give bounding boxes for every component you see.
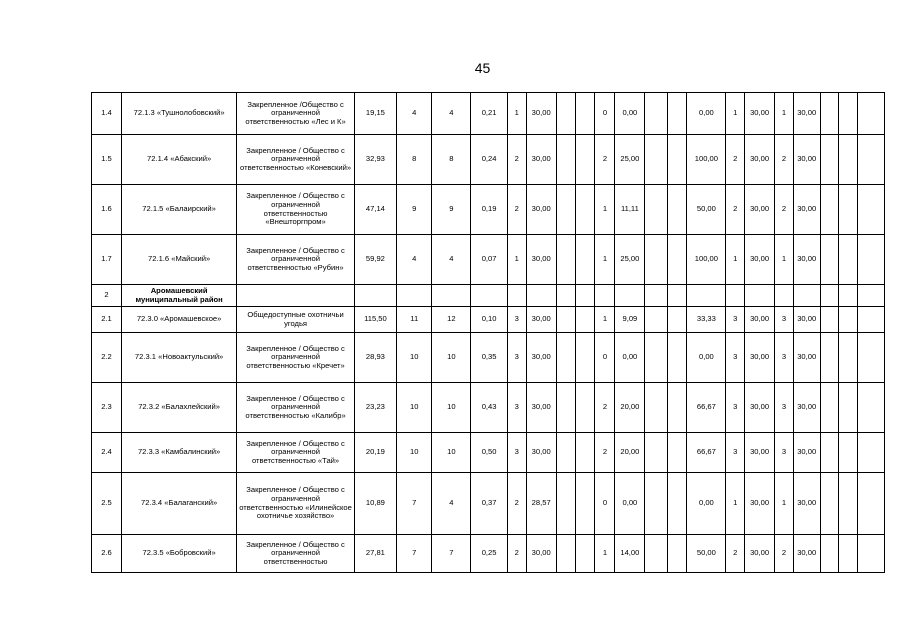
row-number-cell: 2.5 xyxy=(92,473,122,535)
value-cell xyxy=(575,307,595,333)
value-cell: 0,00 xyxy=(687,333,726,383)
table-row xyxy=(92,473,885,535)
value-cell xyxy=(858,473,885,535)
value-cell xyxy=(839,433,858,473)
area-name-cell: 72.1.6 «Майский» xyxy=(121,235,236,285)
value-cell: 10 xyxy=(396,333,431,383)
value-cell xyxy=(839,185,858,235)
value-cell: 0,10 xyxy=(471,307,508,333)
quota-table xyxy=(91,92,885,573)
value-cell xyxy=(575,383,595,433)
value-cell: 30,00 xyxy=(745,93,775,135)
value-cell: 30,00 xyxy=(745,473,775,535)
value-cell: 12 xyxy=(432,307,471,333)
value-cell: 1 xyxy=(775,473,794,535)
value-cell: 30,00 xyxy=(793,333,820,383)
value-cell: 30,00 xyxy=(745,535,775,573)
value-cell xyxy=(471,285,508,307)
value-cell: 10 xyxy=(396,383,431,433)
value-cell xyxy=(667,185,687,235)
value-cell: 19,15 xyxy=(354,93,396,135)
value-cell: 3 xyxy=(775,383,794,433)
value-cell xyxy=(645,185,667,235)
value-cell: 7 xyxy=(396,473,431,535)
table-row xyxy=(92,285,885,307)
value-cell xyxy=(432,285,471,307)
value-cell: 0 xyxy=(595,473,615,535)
value-cell: 0,00 xyxy=(615,333,645,383)
value-cell: 1 xyxy=(595,535,615,573)
value-cell: 30,00 xyxy=(526,93,556,135)
value-cell xyxy=(820,93,839,135)
row-number-cell: 1.5 xyxy=(92,135,122,185)
value-cell: 10,89 xyxy=(354,473,396,535)
value-cell xyxy=(645,383,667,433)
value-cell xyxy=(858,135,885,185)
value-cell xyxy=(687,285,726,307)
area-name-cell: 72.3.0 «Аромашевское» xyxy=(121,307,236,333)
value-cell xyxy=(645,235,667,285)
value-cell: 11 xyxy=(396,307,431,333)
value-cell: 20,00 xyxy=(615,433,645,473)
value-cell: 30,00 xyxy=(745,383,775,433)
value-cell xyxy=(575,433,595,473)
value-cell: 14,00 xyxy=(615,535,645,573)
value-cell: 10 xyxy=(432,433,471,473)
value-cell: 3 xyxy=(507,383,526,433)
value-cell: 7 xyxy=(396,535,431,573)
value-cell: 7 xyxy=(432,535,471,573)
value-cell: 23,23 xyxy=(354,383,396,433)
value-cell xyxy=(556,93,575,135)
value-cell xyxy=(667,307,687,333)
value-cell xyxy=(858,535,885,573)
value-cell xyxy=(745,285,775,307)
value-cell xyxy=(858,307,885,333)
value-cell xyxy=(556,285,575,307)
value-cell: 2 xyxy=(507,135,526,185)
value-cell: 0,25 xyxy=(471,535,508,573)
value-cell: 50,00 xyxy=(687,185,726,235)
value-cell: 30,00 xyxy=(526,235,556,285)
value-cell: 2 xyxy=(726,135,745,185)
value-cell xyxy=(556,135,575,185)
value-cell xyxy=(839,333,858,383)
user-cell: Общедоступные охотничьи угодья xyxy=(237,307,355,333)
value-cell xyxy=(595,285,615,307)
value-cell: 0,37 xyxy=(471,473,508,535)
value-cell xyxy=(839,383,858,433)
value-cell: 30,00 xyxy=(793,185,820,235)
area-name-cell: 72.3.5 «Бобровский» xyxy=(121,535,236,573)
value-cell xyxy=(556,333,575,383)
value-cell: 2 xyxy=(726,185,745,235)
value-cell xyxy=(667,285,687,307)
value-cell: 0,07 xyxy=(471,235,508,285)
table-row xyxy=(92,235,885,285)
table-row xyxy=(92,333,885,383)
value-cell: 0,00 xyxy=(687,473,726,535)
value-cell: 1 xyxy=(595,307,615,333)
value-cell: 10 xyxy=(432,383,471,433)
value-cell: 30,00 xyxy=(793,135,820,185)
page-number: 45 xyxy=(474,60,491,76)
value-cell: 1 xyxy=(726,235,745,285)
area-name-cell: 72.1.3 «Тушнолобовский» xyxy=(121,93,236,135)
area-name-cell: 72.3.4 «Балаганский» xyxy=(121,473,236,535)
table-row xyxy=(92,307,885,333)
value-cell: 27,81 xyxy=(354,535,396,573)
value-cell: 9 xyxy=(432,185,471,235)
value-cell: 1 xyxy=(507,93,526,135)
value-cell xyxy=(645,433,667,473)
value-cell: 2 xyxy=(726,535,745,573)
user-cell: Закрепленное / Общество с ограниченной ответственностью «Кречет» xyxy=(237,333,355,383)
area-name-cell: 72.3.3 «Камбалинский» xyxy=(121,433,236,473)
value-cell: 11,11 xyxy=(615,185,645,235)
value-cell xyxy=(556,535,575,573)
value-cell xyxy=(820,307,839,333)
value-cell xyxy=(575,285,595,307)
value-cell: 3 xyxy=(775,433,794,473)
value-cell: 100,00 xyxy=(687,235,726,285)
value-cell: 25,00 xyxy=(615,135,645,185)
value-cell xyxy=(575,93,595,135)
value-cell: 25,00 xyxy=(615,235,645,285)
table-row xyxy=(92,185,885,235)
value-cell xyxy=(667,235,687,285)
value-cell: 1 xyxy=(775,235,794,285)
value-cell: 30,00 xyxy=(526,383,556,433)
value-cell: 66,67 xyxy=(687,383,726,433)
value-cell: 28,93 xyxy=(354,333,396,383)
value-cell: 2 xyxy=(507,473,526,535)
table-row xyxy=(92,535,885,573)
value-cell: 1 xyxy=(775,93,794,135)
value-cell xyxy=(858,333,885,383)
area-name-cell: Аромашевский муниципальный район xyxy=(121,285,236,307)
row-number-cell: 1.4 xyxy=(92,93,122,135)
value-cell: 47,14 xyxy=(354,185,396,235)
row-number-cell: 2.1 xyxy=(92,307,122,333)
value-cell: 30,00 xyxy=(745,185,775,235)
value-cell: 4 xyxy=(396,93,431,135)
value-cell xyxy=(667,135,687,185)
value-cell: 115,50 xyxy=(354,307,396,333)
value-cell: 3 xyxy=(726,333,745,383)
value-cell: 2 xyxy=(775,535,794,573)
value-cell: 3 xyxy=(507,307,526,333)
value-cell: 30,00 xyxy=(745,135,775,185)
value-cell: 8 xyxy=(432,135,471,185)
value-cell: 0,00 xyxy=(615,93,645,135)
value-cell xyxy=(396,285,431,307)
value-cell xyxy=(575,235,595,285)
value-cell: 30,00 xyxy=(526,333,556,383)
value-cell: 3 xyxy=(726,433,745,473)
user-cell: Закрепленное / Общество с ограниченной ответственностью «Внешторгпром» xyxy=(237,185,355,235)
value-cell: 20,00 xyxy=(615,383,645,433)
row-number-cell: 2.4 xyxy=(92,433,122,473)
value-cell: 3 xyxy=(726,307,745,333)
value-cell: 30,00 xyxy=(745,235,775,285)
value-cell: 4 xyxy=(432,473,471,535)
value-cell xyxy=(667,383,687,433)
user-cell: Закрепленное / Общество с ограниченной ответственностью «Тай» xyxy=(237,433,355,473)
value-cell: 30,00 xyxy=(745,307,775,333)
value-cell: 0,50 xyxy=(471,433,508,473)
user-cell xyxy=(237,285,355,307)
value-cell: 30,00 xyxy=(526,307,556,333)
value-cell xyxy=(839,93,858,135)
value-cell: 2 xyxy=(595,383,615,433)
value-cell xyxy=(820,185,839,235)
value-cell: 1 xyxy=(507,235,526,285)
value-cell: 9,09 xyxy=(615,307,645,333)
value-cell: 2 xyxy=(775,135,794,185)
row-number-cell: 2.3 xyxy=(92,383,122,433)
value-cell xyxy=(575,185,595,235)
value-cell: 0,43 xyxy=(471,383,508,433)
value-cell: 66,67 xyxy=(687,433,726,473)
user-cell: Закрепленное / Общество с ограниченной ответственностью «Калибр» xyxy=(237,383,355,433)
value-cell xyxy=(575,473,595,535)
value-cell: 1 xyxy=(595,235,615,285)
value-cell xyxy=(839,535,858,573)
value-cell: 1 xyxy=(726,473,745,535)
value-cell: 0,24 xyxy=(471,135,508,185)
value-cell: 30,00 xyxy=(793,535,820,573)
value-cell xyxy=(556,307,575,333)
value-cell xyxy=(820,383,839,433)
value-cell: 0,00 xyxy=(615,473,645,535)
value-cell: 8 xyxy=(396,135,431,185)
value-cell xyxy=(820,433,839,473)
table-row xyxy=(92,433,885,473)
user-cell: Закрепленное / Общество с ограниченной ответственностью «Коневский» xyxy=(237,135,355,185)
area-name-cell: 72.1.4 «Абакский» xyxy=(121,135,236,185)
value-cell: 0,35 xyxy=(471,333,508,383)
value-cell: 10 xyxy=(396,433,431,473)
value-cell: 4 xyxy=(432,235,471,285)
value-cell: 20,19 xyxy=(354,433,396,473)
user-cell: Закрепленное / Общество с ограниченной ответственностью xyxy=(237,535,355,573)
value-cell: 3 xyxy=(507,333,526,383)
value-cell: 30,00 xyxy=(526,433,556,473)
value-cell: 2 xyxy=(507,535,526,573)
value-cell: 3 xyxy=(726,383,745,433)
value-cell xyxy=(507,285,526,307)
value-cell xyxy=(839,473,858,535)
value-cell xyxy=(858,235,885,285)
value-cell xyxy=(667,473,687,535)
value-cell xyxy=(645,285,667,307)
value-cell: 2 xyxy=(595,433,615,473)
value-cell xyxy=(726,285,745,307)
value-cell xyxy=(645,135,667,185)
value-cell: 30,00 xyxy=(745,433,775,473)
area-name-cell: 72.3.1 «Новоактульский» xyxy=(121,333,236,383)
value-cell: 1 xyxy=(726,93,745,135)
value-cell xyxy=(556,185,575,235)
value-cell: 0,19 xyxy=(471,185,508,235)
value-cell xyxy=(858,433,885,473)
area-name-cell: 72.1.5 «Балаирский» xyxy=(121,185,236,235)
value-cell: 2 xyxy=(775,185,794,235)
value-cell xyxy=(820,473,839,535)
value-cell xyxy=(820,535,839,573)
value-cell xyxy=(858,285,885,307)
value-cell xyxy=(858,93,885,135)
value-cell: 30,00 xyxy=(793,307,820,333)
value-cell: 50,00 xyxy=(687,535,726,573)
value-cell: 3 xyxy=(775,307,794,333)
value-cell xyxy=(839,135,858,185)
value-cell xyxy=(667,433,687,473)
value-cell: 1 xyxy=(595,185,615,235)
value-cell xyxy=(839,307,858,333)
value-cell: 59,92 xyxy=(354,235,396,285)
value-cell xyxy=(667,333,687,383)
value-cell: 30,00 xyxy=(793,93,820,135)
value-cell xyxy=(775,285,794,307)
value-cell: 3 xyxy=(507,433,526,473)
value-cell: 2 xyxy=(595,135,615,185)
value-cell xyxy=(526,285,556,307)
value-cell xyxy=(667,93,687,135)
value-cell xyxy=(645,93,667,135)
value-cell: 0 xyxy=(595,93,615,135)
value-cell xyxy=(556,433,575,473)
user-cell: Закрепленное / Общество с ограниченной ответственностью «Рубин» xyxy=(237,235,355,285)
value-cell xyxy=(556,235,575,285)
value-cell: 32,93 xyxy=(354,135,396,185)
value-cell: 33,33 xyxy=(687,307,726,333)
value-cell xyxy=(556,383,575,433)
value-cell: 30,00 xyxy=(793,383,820,433)
value-cell xyxy=(820,333,839,383)
value-cell xyxy=(645,333,667,383)
value-cell xyxy=(820,135,839,185)
row-number-cell: 2 xyxy=(92,285,122,307)
value-cell xyxy=(858,383,885,433)
area-name-cell: 72.3.2 «Балахлейский» xyxy=(121,383,236,433)
value-cell: 30,00 xyxy=(745,333,775,383)
user-cell: Закрепленное /Общество с ограниченной ответственностью «Лес и К» xyxy=(237,93,355,135)
value-cell xyxy=(645,307,667,333)
value-cell xyxy=(839,235,858,285)
value-cell xyxy=(354,285,396,307)
table-row xyxy=(92,93,885,135)
value-cell xyxy=(667,535,687,573)
value-cell xyxy=(575,535,595,573)
value-cell xyxy=(575,135,595,185)
value-cell xyxy=(839,285,858,307)
value-cell: 30,00 xyxy=(793,235,820,285)
value-cell: 4 xyxy=(432,93,471,135)
value-cell: 0,21 xyxy=(471,93,508,135)
value-cell: 2 xyxy=(507,185,526,235)
value-cell: 30,00 xyxy=(526,535,556,573)
value-cell: 3 xyxy=(775,333,794,383)
value-cell: 100,00 xyxy=(687,135,726,185)
value-cell: 0 xyxy=(595,333,615,383)
value-cell: 10 xyxy=(432,333,471,383)
value-cell xyxy=(858,185,885,235)
value-cell: 0,00 xyxy=(687,93,726,135)
value-cell xyxy=(645,473,667,535)
value-cell xyxy=(820,235,839,285)
value-cell: 28,57 xyxy=(526,473,556,535)
user-cell: Закрепленное / Общество с ограниченной ответственностью «Илинейское охотничье хозяйство» xyxy=(237,473,355,535)
value-cell xyxy=(793,285,820,307)
row-number-cell: 1.6 xyxy=(92,185,122,235)
value-cell xyxy=(575,333,595,383)
row-number-cell: 2.2 xyxy=(92,333,122,383)
value-cell xyxy=(645,535,667,573)
row-number-cell: 2.6 xyxy=(92,535,122,573)
value-cell xyxy=(820,285,839,307)
value-cell: 9 xyxy=(396,185,431,235)
table-row xyxy=(92,135,885,185)
value-cell: 4 xyxy=(396,235,431,285)
value-cell: 30,00 xyxy=(793,433,820,473)
value-cell xyxy=(556,473,575,535)
value-cell xyxy=(615,285,645,307)
value-cell: 30,00 xyxy=(526,185,556,235)
value-cell: 30,00 xyxy=(526,135,556,185)
value-cell: 30,00 xyxy=(793,473,820,535)
table-row xyxy=(92,383,885,433)
row-number-cell: 1.7 xyxy=(92,235,122,285)
